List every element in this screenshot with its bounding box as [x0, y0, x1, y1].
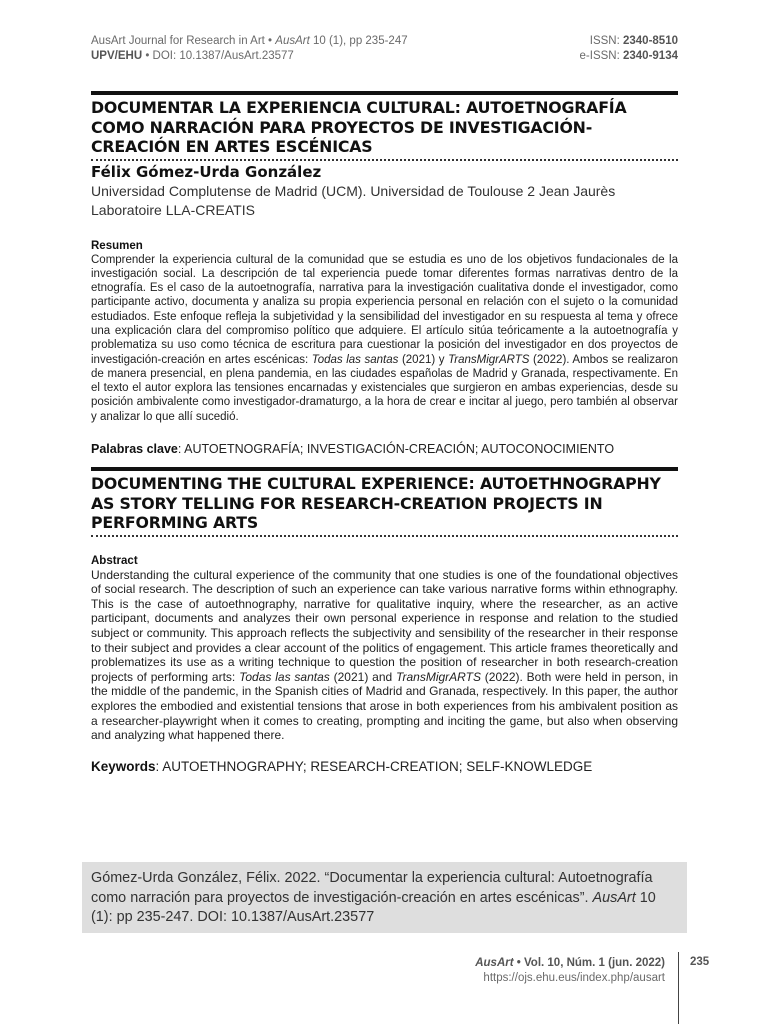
keywords-es: Palabras clave: AUTOETNOGRAFÍA; INVESTIGACIÓN-CREACIÓN; AUTOCONOCIMIENTO [91, 442, 615, 457]
dotted-divider [91, 535, 678, 537]
running-footer [380, 956, 665, 986]
author-name: Félix Gómez-Urda González [91, 162, 322, 181]
journal-name: AusArt Journal for Research in Art [91, 35, 265, 47]
footer-url[interactable]: https://ojs.ehu.eus/index.php/ausart [483, 972, 665, 984]
author-affiliation: Universidad Complutense de Madrid (UCM). Universidad de Toulouse 2 Jean Jaurès Laboratoire LLA-CREATIS [91, 182, 616, 218]
publisher: UPV/EHU [91, 50, 143, 62]
journal-short: AusArt [275, 35, 310, 47]
abstract-heading-en: Abstract [91, 554, 138, 567]
title-en: DOCUMENTING THE CULTURAL EXPERIENCE: AUTOETHNOGRAPHY AS STORY TELLING FOR RESEARCH-CREATION PROJECTS IN PERFORMING ARTS [91, 474, 661, 533]
abstract-en: Understanding the cultural experience of the community that one studies is one of the foundational objectives of social research. The description of such an experience can take various narrative forms within ethnography. This is the case of autoethnography, narrative for qualitative inquiry, where the researcher, as an active participant, documents and analyzes their own personal experience in response and relation to the studied subject or community. This approach reflects the subjectivity and sensibility of the researcher in their response to their subject and provides a clear account of the politics of engagement. This article frames theoretically and problematizes its use as a writing technique to question the position of researcher in both research-creation projects of performing arts: Todas las santas (2021) and TransMigrARTS (2022). Both were held in person, in the middle of the pandemic, in the Spanish cities of Madrid and Granada, respectively. In this paper, the author explores the embodied and existential tensions that arose in both experiences from his ambivalent position as a researcher-playwright when it comes to creating, prompting and inciting the game, but also when observing and analyzing what happened there. [91, 567, 679, 743]
abstract-es: Comprender la experiencia cultural de la comunidad que se estudia es uno de los objetivos fundacionales de la investigación social. La descripción de tal experiencia puede tomar diferentes formas narrativas dentro de la etnografía. Es el caso de la autoetnografía, narrativa para la investigación cualitativa donde el investigador, como participante activo, documenta y analiza su propia experiencia personal en relación con el sujeto o la comunidad estudiados. Este enfoque refleja la subjetividad y la sensibilidad del investigador en su respuesta al tema y ofrece una explicación clara del compromiso político que adquiere. El artículo sitúa teóricamente a la autoetnografía y problematiza su uso como técnica de escritura para cuestionar la posición del investigador en dos proyectos de investigación-creación en artes escénicas: Todas las santas (2021) y TransMigrARTS (2022). Ambos se realizaron de manera presencial, en plena pandemia, en las ciudades españolas de Madrid y Granada, respectivamente. En el texto el autor explora las tensiones encarnadas y existenciales que surgieron en ambas experiencias, desde su posición ambivalente como investigador-dramaturgo, a la hora de crear e incitar al juego, pero también al observar y analizar lo que allí sucedió. [91, 253, 678, 423]
title-es: DOCUMENTAR LA EXPERIENCIA CULTURAL: AUTOETNOGRAFÍA COMO NARRACIÓN PARA PROYECTOS DE INVESTIGACIÓN-CREACIÓN EN ARTES ESCÉNICAS [91, 98, 627, 156]
footer-divider [678, 952, 679, 1024]
header-left: AusArt Journal for Research in Art • AusArt 10 (1), pp 235-247 UPV/EHU • DOI: 10.1387/AusArt.23577 [91, 35, 408, 62]
article-page [91, 34, 678, 774]
divider [91, 91, 678, 95]
citation-box: Gómez-Urda González, Félix. 2022. “Documentar la experiencia cultural: Autoetnografía como narración para proyectos de investigación-creación en artes escénicas”. AusArt 10 (1): pp 235-247. DOI: 10.1387/AusArt.23577 [82, 862, 687, 933]
dotted-divider [91, 159, 678, 161]
footer-issue: • Vol. 10, Núm. 1 (jun. 2022) [513, 957, 665, 969]
volume-pages: 10 (1), pp 235-247 [309, 35, 408, 47]
abstract-heading-es: Resumen [91, 239, 143, 252]
page-number: 235 [690, 956, 710, 968]
doi: DOI: 10.1387/AusArt.23577 [152, 50, 294, 62]
footer-journal: AusArt [475, 957, 514, 969]
running-header [91, 34, 678, 64]
keywords-en: Keywords: AUTOETHNOGRAPHY; RESEARCH-CREATION; SELF-KNOWLEDGE [91, 758, 593, 774]
issn: 2340-8510 [623, 35, 678, 47]
header-right: ISSN: 2340-8510 e-ISSN: 2340-9134 [579, 35, 678, 62]
eissn: 2340-9134 [623, 50, 678, 62]
divider [91, 467, 678, 471]
